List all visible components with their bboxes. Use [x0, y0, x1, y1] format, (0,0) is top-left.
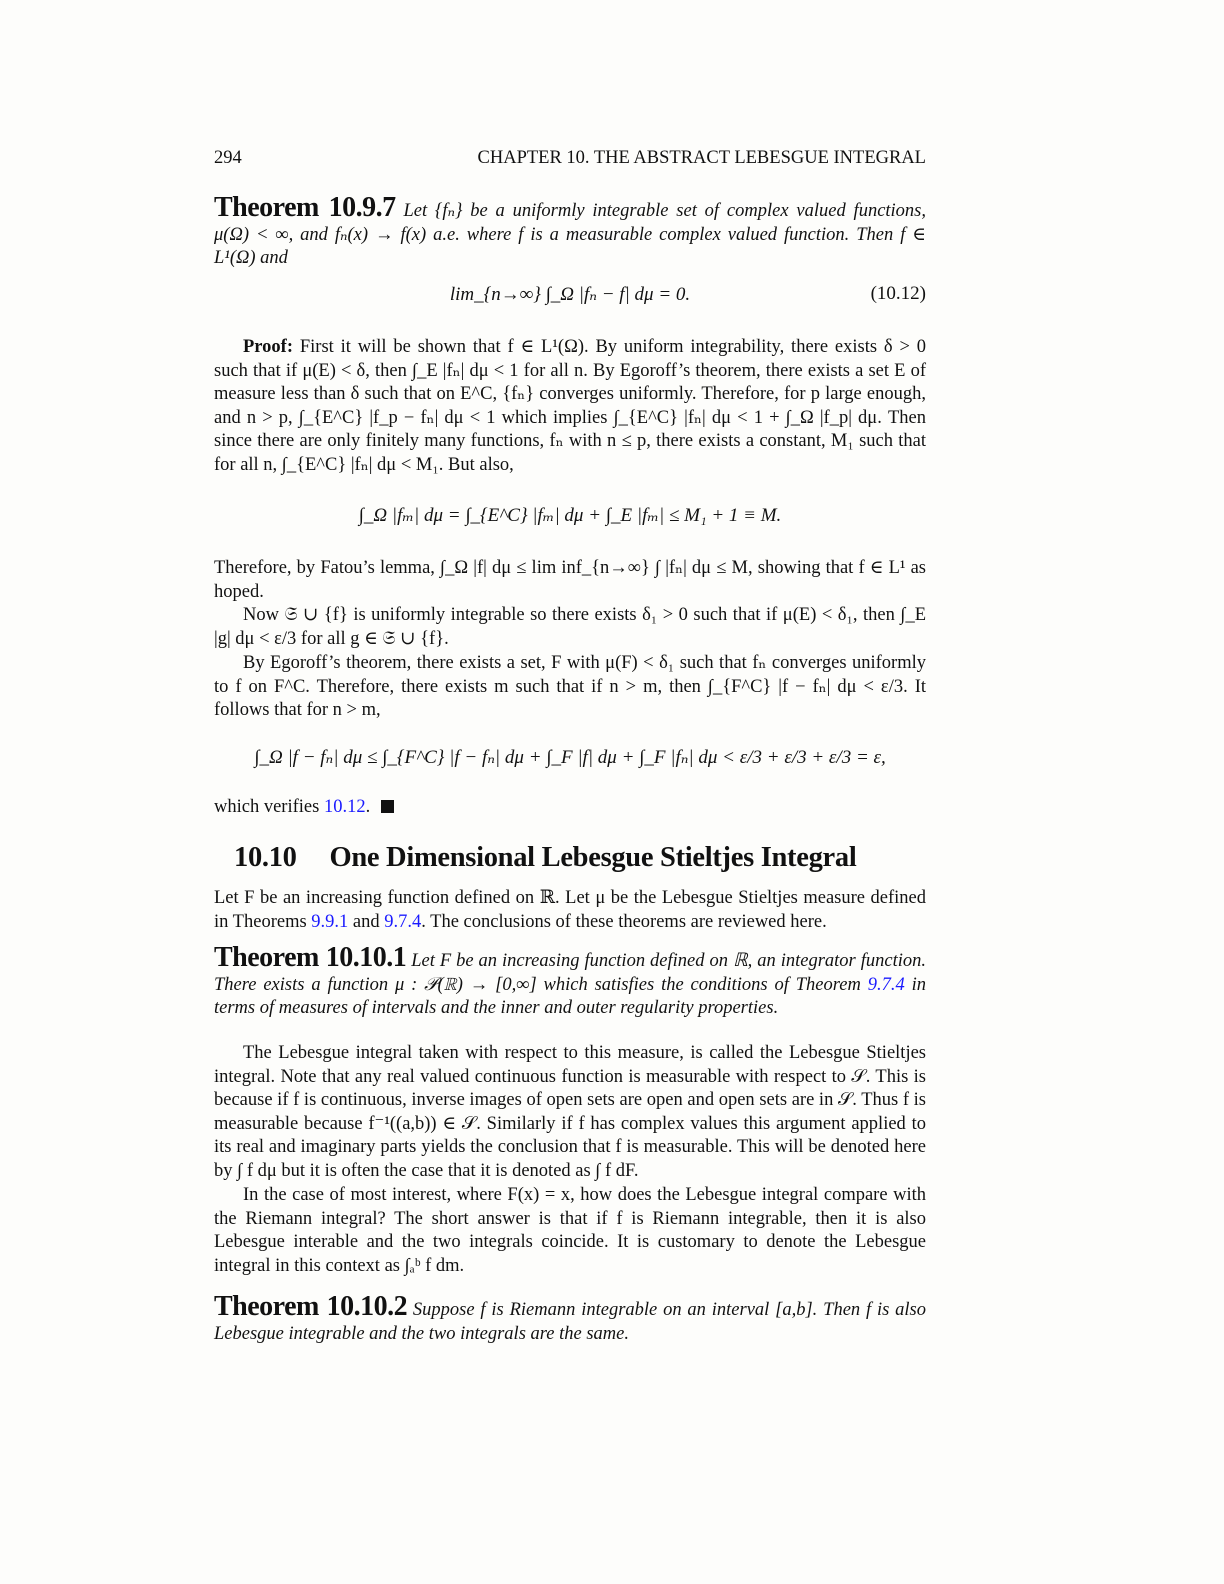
- theorem-link[interactable]: 9.7.4: [384, 911, 422, 932]
- equation-number: (10.12): [870, 283, 926, 304]
- page-number: 294: [214, 148, 242, 168]
- proof-paragraph-3: [214, 604, 926, 651]
- equation-10-12: [214, 283, 926, 306]
- proof-paragraph-1: [214, 336, 926, 478]
- running-header: [214, 148, 926, 169]
- proof-text: First it will be shown that f ∈ L¹(Ω). By uniform integrability, there exists δ > 0 such that if μ(E) < δ, then ∫_E |fₙ| dμ < 1 for all n. By Egoroff’s theorem, there exists a set E of measure less than δ such that on E^C, {fₙ} converges uniformly. Therefore, for p large enough, and n > p, ∫_{E^C} |f_p − fₙ| dμ < 1 which implies ∫_{E^C} |fₙ| dμ < 1 + ∫_Ω |f_p| dμ. Then since there are only finitely many functions, fₙ with n ≤ p, there exists a constant, M₁ such that for all n, ∫_{E^C} |fₙ| dμ < M₁. But also,: [214, 337, 926, 475]
- theorem-10-10-2: [214, 1291, 926, 1346]
- theorem-title: Theorem 10.10.2: [214, 1291, 408, 1322]
- section-title: One Dimensional Lebesgue Stieltjes Integral: [329, 842, 857, 873]
- section-number: 10.10: [234, 842, 297, 873]
- proof-paragraph-2: [214, 557, 926, 604]
- theorem-statement: in terms of measures of intervals and the inner and outer regularity properties.: [214, 974, 926, 1019]
- discussion-paragraph-1: [214, 1042, 926, 1184]
- proof-text: By Egoroff’s theorem, there exists a set, F with μ(F) < δ₁ such that fₙ converges uniformly to f on F^C. Therefore, there exists m such that if n > m, then ∫_{F^C} |f − fₙ| dμ < ε/3. It follows that for n > m,: [214, 653, 926, 721]
- section-intro: [214, 887, 926, 934]
- theorem-statement: Let {fₙ} be a uniformly integrable set of complex valued functions, μ(Ω) < ∞, and fₙ(x) → f(x) a.e. where f is a measurable complex valued function. Then f ∈ L¹(Ω) and: [214, 201, 927, 269]
- intro-text: and: [348, 911, 385, 932]
- equation-link[interactable]: 10.12: [323, 797, 366, 817]
- theorem-link[interactable]: 9.7.4: [867, 974, 905, 995]
- proof-paragraph-4: [214, 652, 926, 723]
- proof-label: Proof:: [243, 337, 293, 357]
- equation-body: ∫_Ω |fₘ| dμ = ∫_{E^C} |fₘ| dμ + ∫_E |fₘ| ≤ M₁ + 1 ≡ M.: [358, 505, 782, 526]
- paragraph-text: In the case of most interest, where F(x) = x, how does the Lebesgue integral compare with the Riemann integral? The short answer is that if f is Riemann integrable, then it is also Lebesgue interable and the two integrals coincide. It is customary to denote the Lebesgue integral in this context as ∫ₐᵇ f dm.: [214, 1185, 926, 1276]
- equation-body: lim_{n→∞} ∫_Ω |fₙ − f| dμ = 0.: [449, 284, 691, 305]
- equation-bound-m: [214, 504, 926, 527]
- theorem-link[interactable]: 9.9.1: [311, 911, 349, 932]
- theorem-10-10-1: [214, 942, 926, 1021]
- theorem-title: Theorem 10.9.7: [214, 192, 396, 223]
- intro-text: . The conclusions of these theorems are reviewed here.: [421, 911, 827, 932]
- discussion-paragraph-2: [214, 1184, 926, 1278]
- closing-text: which verifies: [214, 797, 320, 817]
- qed-square-icon: [381, 800, 394, 813]
- intro-text: Let F be an increasing function defined on ℝ. Let μ be the Lebesgue Stieltjes measure defined in Theorems: [214, 888, 926, 932]
- section-heading: [234, 842, 856, 874]
- paragraph-text: The Lebesgue integral taken with respect to this measure, is called the Lebesgue Stieltjes integral. Note that any real valued continuous function is measurable with respect to 𝒮. This is because if f is continuous, inverse images of open sets are open and open sets are in 𝒮. Thus f is measurable because f⁻¹((a,b)) ∈ 𝒮. Similarly if f has complex values this argument applied to its real and imaginary parts yields the conclusion that f is measurable. This will be denoted here by ∫ f dμ but it is often the case that it is denoted as ∫ f dF.: [214, 1043, 926, 1181]
- proof-text: Therefore, by Fatou’s lemma, ∫_Ω |f| dμ ≤ lim inf_{n→∞} ∫ |fₙ| dμ ≤ M, showing that f ∈ L¹ as hoped.: [214, 558, 926, 602]
- running-title: CHAPTER 10. THE ABSTRACT LEBESGUE INTEGRAL: [477, 148, 926, 168]
- theorem-10-9-7: [214, 192, 927, 271]
- equation-epsilon: [214, 746, 926, 769]
- proof-closing: [214, 796, 926, 820]
- theorem-title: Theorem 10.10.1: [214, 942, 407, 973]
- theorem-statement: Suppose f is Riemann integrable on an interval [a,b]. Then f is also Lebesgue integrable and the two integrals are the same.: [214, 1300, 926, 1344]
- equation-body: ∫_Ω |f − fₙ| dμ ≤ ∫_{F^C} |f − fₙ| dμ + ∫_F |f| dμ + ∫_F |fₙ| dμ < ε/3 + ε/3 + ε/3 = ε,: [254, 747, 886, 768]
- theorem-statement: Let F be an increasing function defined on ℝ, an integrator function. There exists a function μ : 𝒫(ℝ) → [0,∞] which satisfies the conditions of Theorem: [214, 951, 926, 995]
- proof-text: Now 𝔖 ∪ {f} is uniformly integrable so there exists δ₁ > 0 such that if μ(E) < δ₁, then ∫_E |g| dμ < ε/3 for all g ∈ 𝔖 ∪ {f}.: [214, 605, 926, 649]
- period: .: [365, 797, 371, 817]
